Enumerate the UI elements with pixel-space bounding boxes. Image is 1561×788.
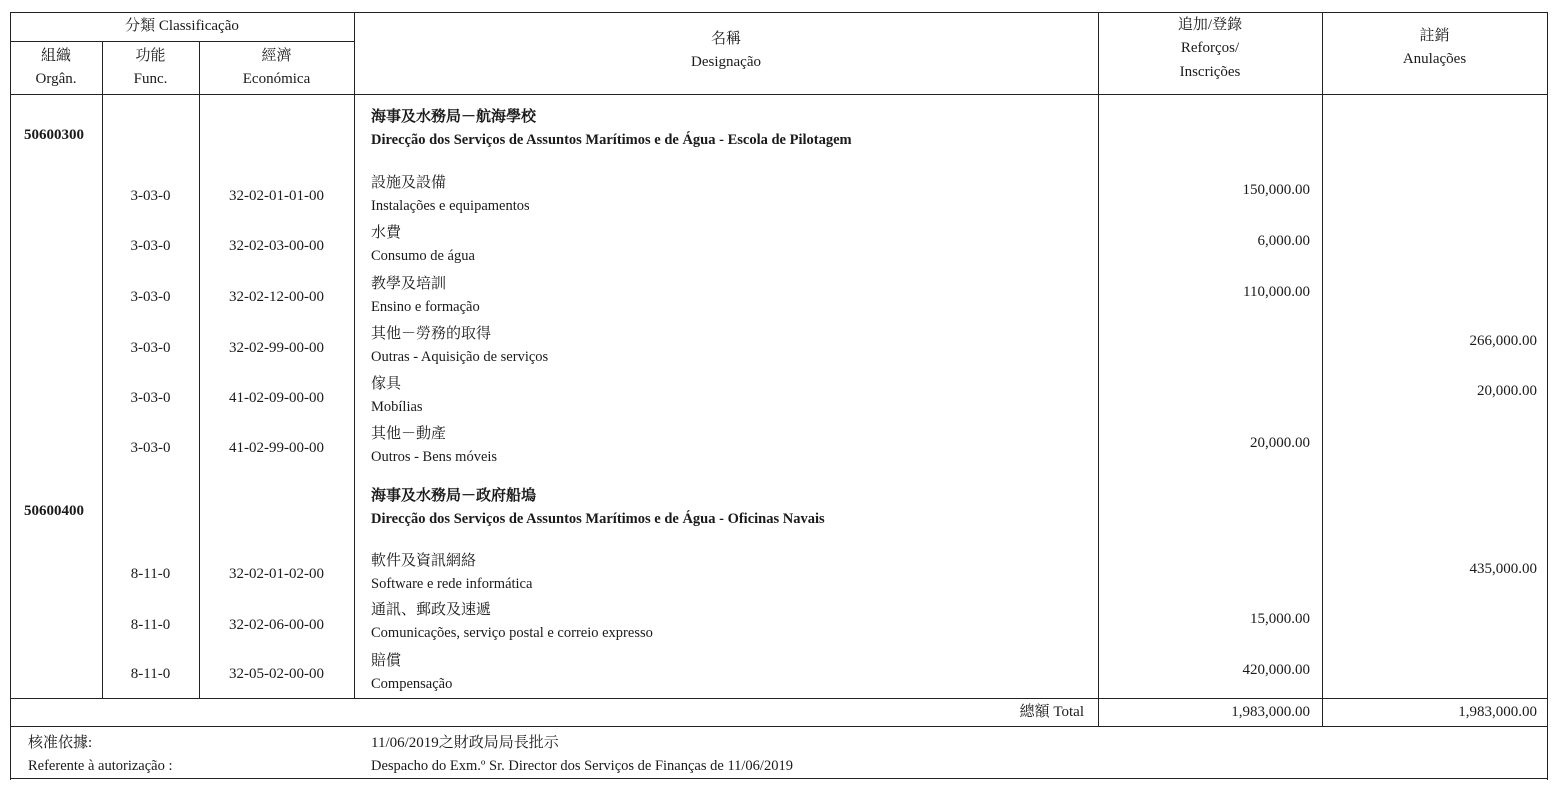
item-name-pt: Instalações e equipamentos xyxy=(371,198,530,214)
reforco-value: 15,000.00 xyxy=(1250,611,1310,627)
section-title-pt: Direcção dos Serviços de Assuntos Marítimos e de Água - Oficinas Navais xyxy=(371,511,825,527)
header-func-pt: Func. xyxy=(133,71,168,87)
reforco-value: 6,000.00 xyxy=(1257,233,1310,249)
item-name-zh: 水費 xyxy=(371,225,402,241)
header-designation-pt: Designação xyxy=(691,54,761,70)
header-organ-pt: Orgân. xyxy=(35,71,77,87)
reforco-value: 420,000.00 xyxy=(1242,662,1310,678)
item-name-pt: Outras - Aquisição de serviços xyxy=(371,349,549,365)
item-name-zh: 賠償 xyxy=(371,653,402,669)
func-code: 3-03-0 xyxy=(130,390,171,406)
econ-code: 41-02-99-00-00 xyxy=(229,440,324,456)
header-econ-pt: Económica xyxy=(242,71,311,87)
item-name-pt: Mobílias xyxy=(371,399,423,415)
rule-reforco-anul xyxy=(1322,12,1323,726)
econ-code: 32-02-01-02-00 xyxy=(229,566,324,582)
item-name-zh: 軟件及資訊網絡 xyxy=(371,553,477,569)
organ-code: 50600300 xyxy=(24,127,84,143)
section-title-pt: Direcção dos Serviços de Assuntos Marítimos e de Água - Escola de Pilotagem xyxy=(371,132,852,148)
anulacao-value: 266,000.00 xyxy=(1469,333,1537,349)
item-name-pt: Software e rede informática xyxy=(371,576,533,592)
func-code: 8-11-0 xyxy=(130,666,171,682)
rule-header-bottom xyxy=(10,94,1548,95)
func-code: 3-03-0 xyxy=(130,188,171,204)
econ-code: 32-02-12-00-00 xyxy=(229,289,324,305)
rule-econ-desig xyxy=(354,12,355,698)
func-code: 3-03-0 xyxy=(130,289,171,305)
reforco-value: 110,000.00 xyxy=(1243,284,1310,300)
organ-code: 50600400 xyxy=(24,503,84,519)
econ-code: 32-02-99-00-00 xyxy=(229,340,324,356)
authorization-value-zh: 11/06/2019之財政局局長批示 xyxy=(371,735,559,751)
total-reforco: 1,983,000.00 xyxy=(1231,704,1310,720)
authorization-value-pt: Despacho do Exm.º Sr. Director dos Serviços de Finanças de 11/06/2019 xyxy=(371,758,793,774)
total-label: 總額 Total xyxy=(1019,704,1084,720)
item-name-pt: Outros - Bens móveis xyxy=(371,449,498,465)
reforco-value: 20,000.00 xyxy=(1250,435,1310,451)
econ-code: 41-02-09-00-00 xyxy=(229,390,324,406)
budget-table xyxy=(10,12,1548,780)
section-title-zh: 海事及水務局－政府船塢 xyxy=(371,488,537,504)
func-code: 8-11-0 xyxy=(130,617,171,633)
section-title-zh: 海事及水務局－航海學校 xyxy=(371,109,537,125)
authorization-label-pt: Referente à autorização : xyxy=(28,758,173,774)
header-func-zh: 功能 xyxy=(135,48,166,64)
header-anul-zh: 註銷 xyxy=(1419,28,1450,44)
header-reforco-pt1: Reforços/ xyxy=(1180,40,1240,56)
rule-organ-func xyxy=(102,41,103,698)
rule-classification xyxy=(10,41,354,42)
rule-func-econ xyxy=(199,41,200,698)
reforco-value: 150,000.00 xyxy=(1242,182,1310,198)
item-name-pt: Consumo de água xyxy=(371,248,475,264)
item-name-zh: 通訊、郵政及速遞 xyxy=(371,602,492,618)
rule-bottom xyxy=(10,778,1548,779)
authorization-label-zh: 核准依據: xyxy=(28,735,93,751)
anulacao-value: 20,000.00 xyxy=(1477,383,1537,399)
item-name-pt: Ensino e formação xyxy=(371,299,480,315)
header-organ-zh: 組織 xyxy=(40,48,71,64)
item-name-zh: 傢具 xyxy=(371,376,402,392)
item-name-zh: 設施及設備 xyxy=(371,175,447,191)
item-name-zh: 教學及培訓 xyxy=(371,276,447,292)
econ-code: 32-02-06-00-00 xyxy=(229,617,324,633)
econ-code: 32-05-02-00-00 xyxy=(229,666,324,682)
anulacao-value: 435,000.00 xyxy=(1469,561,1537,577)
header-designation-zh: 名稱 xyxy=(710,31,741,47)
item-name-pt: Compensação xyxy=(371,676,453,692)
econ-code: 32-02-01-01-00 xyxy=(229,188,324,204)
func-code: 8-11-0 xyxy=(130,566,171,582)
header-reforco-pt2: Inscrições xyxy=(1179,64,1241,80)
rule-total-bottom xyxy=(10,726,1548,727)
header-classification: 分類 Classificação xyxy=(125,18,239,34)
rule-top xyxy=(10,12,1548,13)
item-name-zh: 其他－勞務的取得 xyxy=(371,326,492,342)
rule-total-top xyxy=(10,698,1548,699)
func-code: 3-03-0 xyxy=(130,238,171,254)
func-code: 3-03-0 xyxy=(130,440,171,456)
header-econ-zh: 經濟 xyxy=(261,48,292,64)
econ-code: 32-02-03-00-00 xyxy=(229,238,324,254)
item-name-pt: Comunicações, serviço postal e correio expresso xyxy=(371,625,653,641)
header-anul-pt: Anulações xyxy=(1402,51,1467,67)
rule-right xyxy=(1547,12,1548,780)
header-reforco-zh: 追加/登錄 xyxy=(1177,17,1243,33)
total-anulacao: 1,983,000.00 xyxy=(1458,704,1537,720)
rule-left xyxy=(10,12,11,780)
item-name-zh: 其他－動產 xyxy=(371,426,447,442)
func-code: 3-03-0 xyxy=(130,340,171,356)
